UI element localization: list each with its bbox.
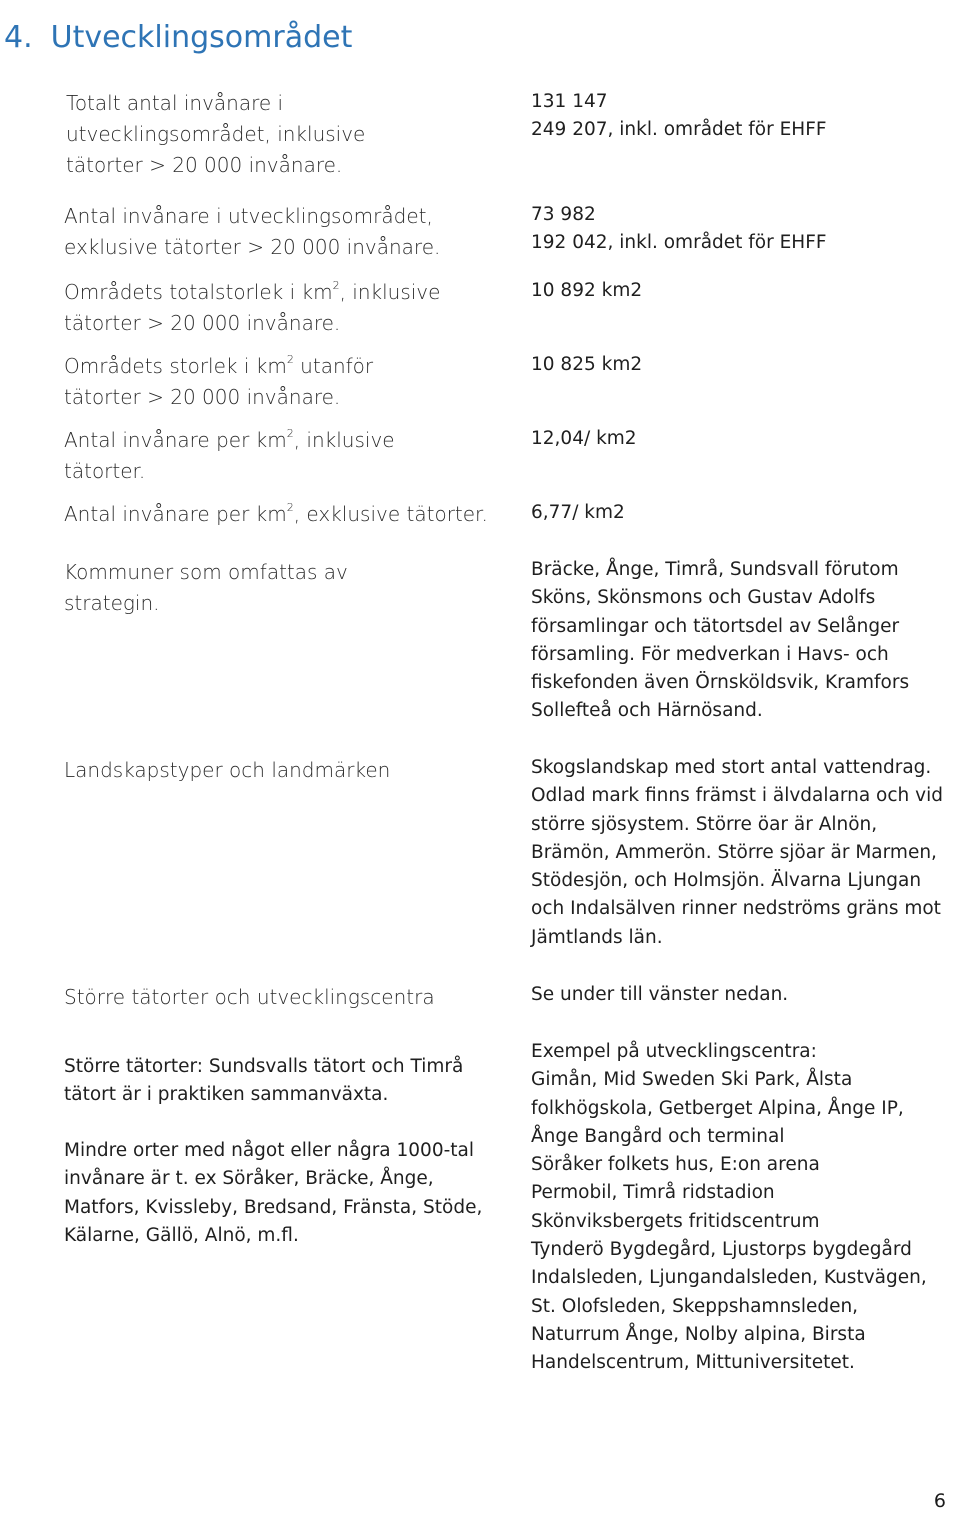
section-title: Utvecklingsområdet bbox=[50, 20, 353, 56]
value-larger-towns: Se under till vänster nedan. bbox=[531, 984, 789, 1005]
value-total-area: 10 892 km2 bbox=[531, 280, 643, 301]
value-density-excl: 6,77/ km2 bbox=[531, 502, 625, 523]
value-municipalities: Bräcke, Ånge, Timrå, Sundsvall förutom Sköns, Skönsmons och Gustav Adolfs församlingar och tätortsdel av Selånger församling. För medverkan i Havs- och fiskefonden även Örnsköldsvik, Kramfors Sollefteå och Härnösand. bbox=[531, 559, 910, 722]
value-inhabitants-excl: 73 982 192 042, inkl. området för EHFF bbox=[531, 204, 827, 254]
label-total-inhabitants: Totalt antal invånare i utvecklingsområdet, inklusive tätorter > 20 000 invånare. bbox=[66, 91, 366, 177]
value-total-inhabitants: 131 147 249 207, inkl. området för EHFF bbox=[531, 91, 827, 141]
value-density-incl: 12,04/ km2 bbox=[531, 428, 637, 449]
note-larger-towns: Större tätorter: Sundsvalls tätort och Timrå tätort är i praktiken sammanväxta. bbox=[64, 1056, 464, 1106]
label-total-area: Områdets totalstorlek i $km^2$, inklusive tätorter > 20 000 invånare. bbox=[64, 279, 441, 335]
label-inhabitants-excl: Antal invånare i utvecklingsområdet, exklusive tätorter > 20 000 invånare. bbox=[64, 204, 441, 259]
development-centres-list: Exempel på utvecklingscentra: Gimån, Mid Sweden Ski Park, Ålsta folkhögskola, Getberget Alpina, Ånge IP, Ånge Bangård och terminal Söråker folkets hus, E:on arena Permobil, Timrå ridstadion Skönviksbergets fritidscentrum Tynderö Bygdegård, Ljustorps bygdegård Indalsleden, Ljungandalsleden, Kustvägen, St. Olofsleden, Skeppshamnsleden, Naturrum Ånge, Nolby alpina, Birsta Handelscentrum, Mittuniversitetet. bbox=[531, 1041, 927, 1374]
section-number: 4. bbox=[4, 20, 33, 56]
section-heading bbox=[4, 20, 352, 56]
note-smaller-towns: Mindre orter med något eller några 1000-tal invånare är t. ex Söråker, Bräcke, Ånge, Matfors, Kvissleby, Bredsand, Fränsta, Stöde, Kälarne, Gällö, Alnö, m.fl. bbox=[64, 1140, 483, 1246]
value-landscape: Skogslandskap med stort antal vattendrag. Odlad mark finns främst i älvdalarna och vid större sjösystem. Större öar är Alnön, Brämön, Ammerön. Större sjöar är Marmen, Stödesjön, och Holmsjön. Älvarna Ljungan och Indalsälven rinner nedströms gräns mot Jämtlands län. bbox=[531, 757, 943, 948]
label-density-excl: Antal invånare per $km^2$, exklusive tätorter. bbox=[64, 501, 488, 526]
value-area-outside: 10 825 km2 bbox=[531, 354, 643, 375]
label-larger-towns: Större tätorter och utvecklingscentra bbox=[64, 985, 435, 1009]
label-area-outside: Områdets storlek i $km^2$ utanför tätorter > 20 000 invånare. bbox=[64, 353, 374, 409]
label-density-incl: Antal invånare per $km^2$, inklusive tätorter. bbox=[64, 427, 395, 483]
label-landscape: Landskapstyper och landmärken bbox=[64, 758, 391, 782]
page-number: 6 bbox=[933, 1490, 946, 1512]
label-municipalities: Kommuner som omfattas av strategin. bbox=[64, 560, 348, 615]
